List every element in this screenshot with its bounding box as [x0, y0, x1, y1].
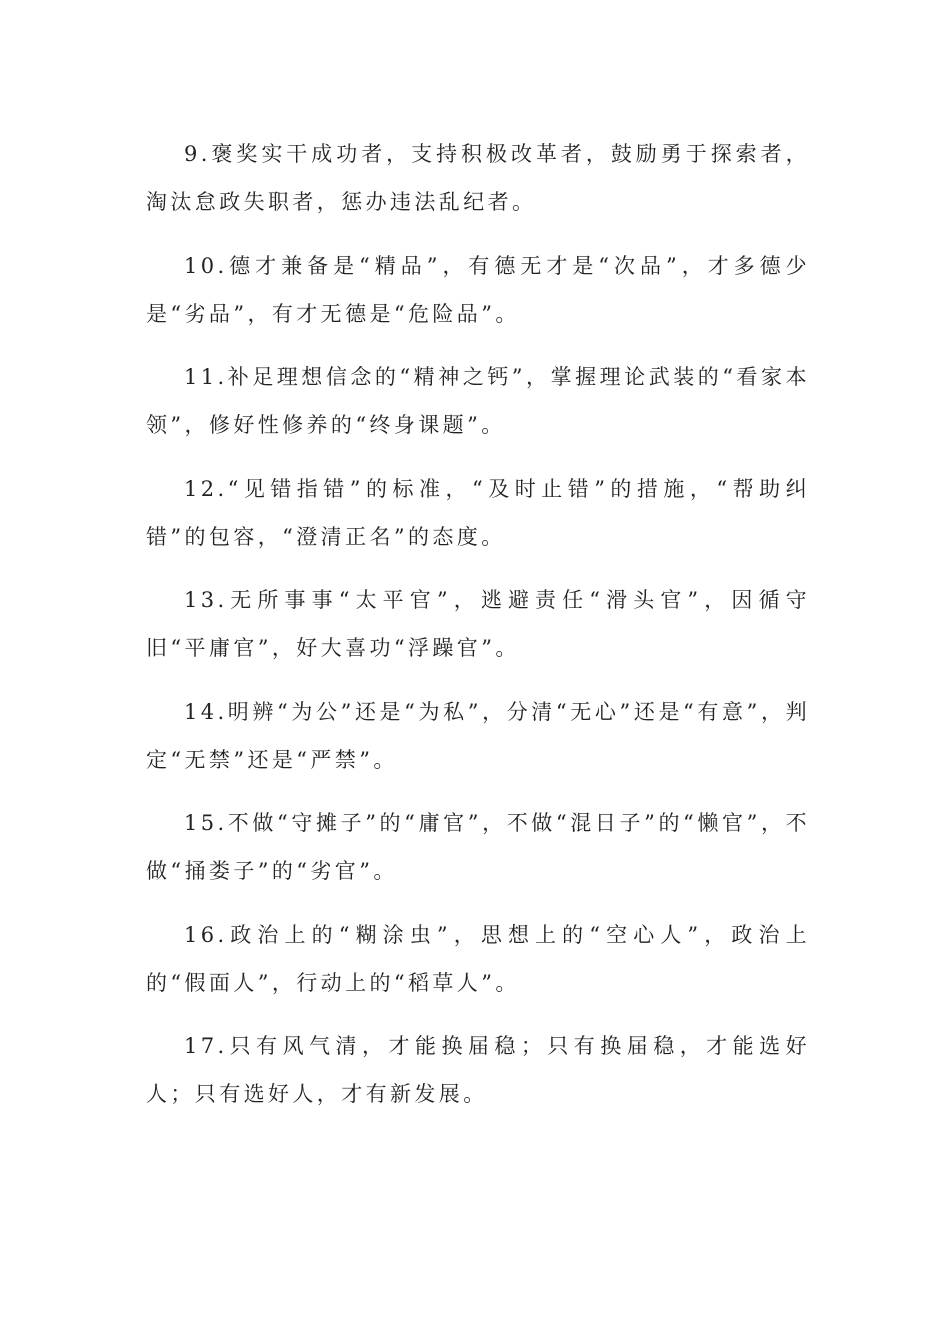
- list-item: 15.不做“守摊子”的“庸官”，不做“混日子”的“懒官”，不做“捅娄子”的“劣官”。: [146, 811, 810, 883]
- list-item: 11.补足理想信念的“精神之钙”，掌握理论武装的“看家本领”，修好性修养的“终身课题”。: [146, 365, 810, 437]
- list-item: 13.无所事事“太平官”，逃避责任“滑头官”，因循守旧“平庸官”，好大喜功“浮躁官”。: [146, 588, 810, 660]
- list-item: 12.“见错指错”的标准，“及时止错”的措施，“帮助纠错”的包容，“澄清正名”的态度。: [146, 476, 810, 549]
- list-item: 17.只有风气清，才能换届稳；只有换届稳，才能选好人；只有选好人，才有新发展。: [146, 1034, 810, 1106]
- list-item: 16.政治上的“糊涂虫”，思想上的“空心人”，政治上的“假面人”，行动上的“稻草人”。: [146, 922, 810, 995]
- list-item: 10.德才兼备是“精品”，有德无才是“次品”，才多德少是“劣品”，有才无德是“危险品”。: [146, 253, 810, 326]
- list-item: 9.褒奖实干成功者，支持积极改革者，鼓励勇于探索者，淘汰怠政失职者，惩办违法乱纪者。: [146, 142, 810, 214]
- document-body: [146, 130, 810, 1134]
- list-item: 14.明辨“为公”还是“为私”，分清“无心”还是“有意”，判定“无禁”还是“严禁”。: [146, 699, 810, 772]
